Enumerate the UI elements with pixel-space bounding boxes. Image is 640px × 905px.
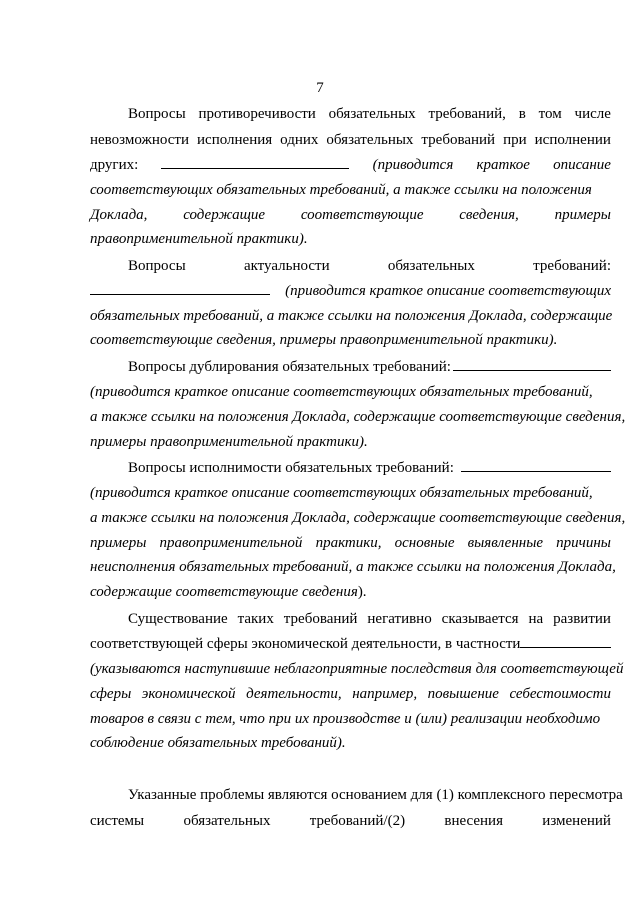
word: противоречивости <box>198 106 316 122</box>
text-line: (указываются наступившие неблагоприятные последствия для соответствующей <box>90 661 624 677</box>
word: содержащие <box>183 207 266 223</box>
p2-line-1 <box>128 254 611 278</box>
word: внесения <box>444 813 503 829</box>
blank-line <box>453 356 611 371</box>
blank-line <box>520 633 611 648</box>
p5-line-2 <box>90 632 611 656</box>
text-line: соответствующей сферы экономической деятельности, в частности <box>90 636 521 652</box>
text-line: соответствующих обязательных требований, а также ссылки на положения <box>90 182 592 198</box>
word: исполнении <box>534 132 611 148</box>
word: невозможности <box>90 132 190 148</box>
text-line: неисполнения обязательных требований, а также ссылки на положения Доклада, <box>90 559 616 575</box>
word: актуальности <box>243 258 330 274</box>
word: деятельности, <box>246 686 342 702</box>
text-line: соблюдение обязательных требований). <box>90 735 346 751</box>
word: в <box>518 106 526 122</box>
word: обязательных <box>328 106 416 122</box>
word: описание <box>553 157 611 173</box>
word: Существование <box>128 611 228 627</box>
word: например, <box>352 686 418 702</box>
word: исполнения <box>197 132 273 148</box>
text-line: Вопросы дублирования обязательных требований: <box>128 359 451 375</box>
word: Вопросы <box>128 106 186 122</box>
p3-line-4 <box>90 430 611 454</box>
p4-line-5 <box>90 555 616 579</box>
word: негативно <box>367 611 432 627</box>
word: требований <box>283 611 358 627</box>
p6-line-2 <box>90 809 611 833</box>
word: при <box>503 132 527 148</box>
word: требований <box>421 132 496 148</box>
blank-line <box>161 154 349 169</box>
word: том <box>538 106 562 122</box>
p2-line-4 <box>90 328 611 352</box>
p5-line-6 <box>90 731 611 755</box>
p4-line-2 <box>90 481 611 505</box>
text-line: Указанные проблемы являются основанием для (1) комплексного пересмотра <box>128 787 623 803</box>
p4-line-4 <box>90 531 611 555</box>
word: сферы <box>90 686 132 702</box>
p3-line-3 <box>90 405 626 429</box>
p1-line-2 <box>90 128 611 152</box>
word: системы <box>90 813 145 829</box>
p5-line-3 <box>90 657 624 681</box>
text-line: а также ссылки на положения Доклада, содержащие соответствующие сведения, <box>90 510 626 526</box>
blank-line <box>90 280 270 295</box>
text-line: соответствующие сведения, примеры правоприменительной практики). <box>90 332 558 348</box>
p1-line-4 <box>90 178 611 202</box>
word: требований, <box>428 106 506 122</box>
word: обязательных <box>387 258 475 274</box>
p3-line-2 <box>90 380 611 404</box>
p4-line-6 <box>90 580 611 604</box>
word: обязательных <box>183 813 271 829</box>
word: сказывается <box>441 611 519 627</box>
word: Вопросы <box>128 258 186 274</box>
word: одних <box>280 132 319 148</box>
p1-line-5 <box>90 203 611 227</box>
text-line: (приводится краткое описание соответствующих обязательных требований, <box>90 485 593 501</box>
text-line: а также ссылки на положения Доклада, содержащие соответствующие сведения, <box>90 409 626 425</box>
p2-line-3 <box>90 304 611 328</box>
word: себестоимости <box>509 686 611 702</box>
p4-line-1 <box>128 456 611 480</box>
word: правоприменительной <box>159 535 303 551</box>
word: соответствующие <box>300 207 424 223</box>
p4-line-3 <box>90 506 626 530</box>
word: требований/(2) <box>309 813 406 829</box>
word: причины <box>556 535 611 551</box>
word: других: <box>90 157 139 173</box>
p5-line-4 <box>90 682 611 706</box>
page-number: 7 <box>316 80 324 96</box>
text-line: ). <box>357 584 367 600</box>
word: таких <box>237 611 274 627</box>
word: повышение <box>427 686 499 702</box>
word: Доклада, <box>90 207 148 223</box>
word: основные <box>394 535 455 551</box>
word: требований: <box>533 258 611 274</box>
word: развитии <box>553 611 611 627</box>
word: практики, <box>315 535 382 551</box>
word: краткое <box>476 157 530 173</box>
text-line: содержащие соответствующие сведения <box>90 584 358 600</box>
text-line: Вопросы исполнимости обязательных требований: <box>128 460 454 476</box>
word: изменений <box>542 813 611 829</box>
word: выявленные <box>467 535 544 551</box>
p5-line-5 <box>90 707 611 731</box>
word: примеры <box>90 535 147 551</box>
text-line: обязательных требований, а также ссылки на положения Доклада, содержащие <box>90 308 613 324</box>
word: обязательных <box>326 132 414 148</box>
word: сведения, <box>459 207 519 223</box>
word: экономической <box>141 686 236 702</box>
text-line: (приводится краткое описание соответствующих <box>285 283 611 299</box>
word: числе <box>574 106 611 122</box>
p1-line-6 <box>90 227 611 251</box>
word: (приводится <box>372 157 454 173</box>
text-line: (приводится краткое описание соответствующих обязательных требований, <box>90 384 593 400</box>
p1-line-1 <box>128 102 611 126</box>
p3-line-1 <box>128 355 611 379</box>
p1-line-3 <box>90 153 611 177</box>
p5-line-1 <box>128 607 611 631</box>
blank-line <box>461 457 611 472</box>
text-line: правоприменительной практики). <box>90 231 308 247</box>
text-line: товаров в связи с тем, что при их производстве и (или) реализации необходимо <box>90 711 601 727</box>
text-line: примеры правоприменительной практики). <box>90 434 368 450</box>
word: на <box>528 611 544 627</box>
p6-line-1 <box>128 783 623 807</box>
p2-line-2 <box>90 279 611 303</box>
word: примеры <box>554 207 611 223</box>
